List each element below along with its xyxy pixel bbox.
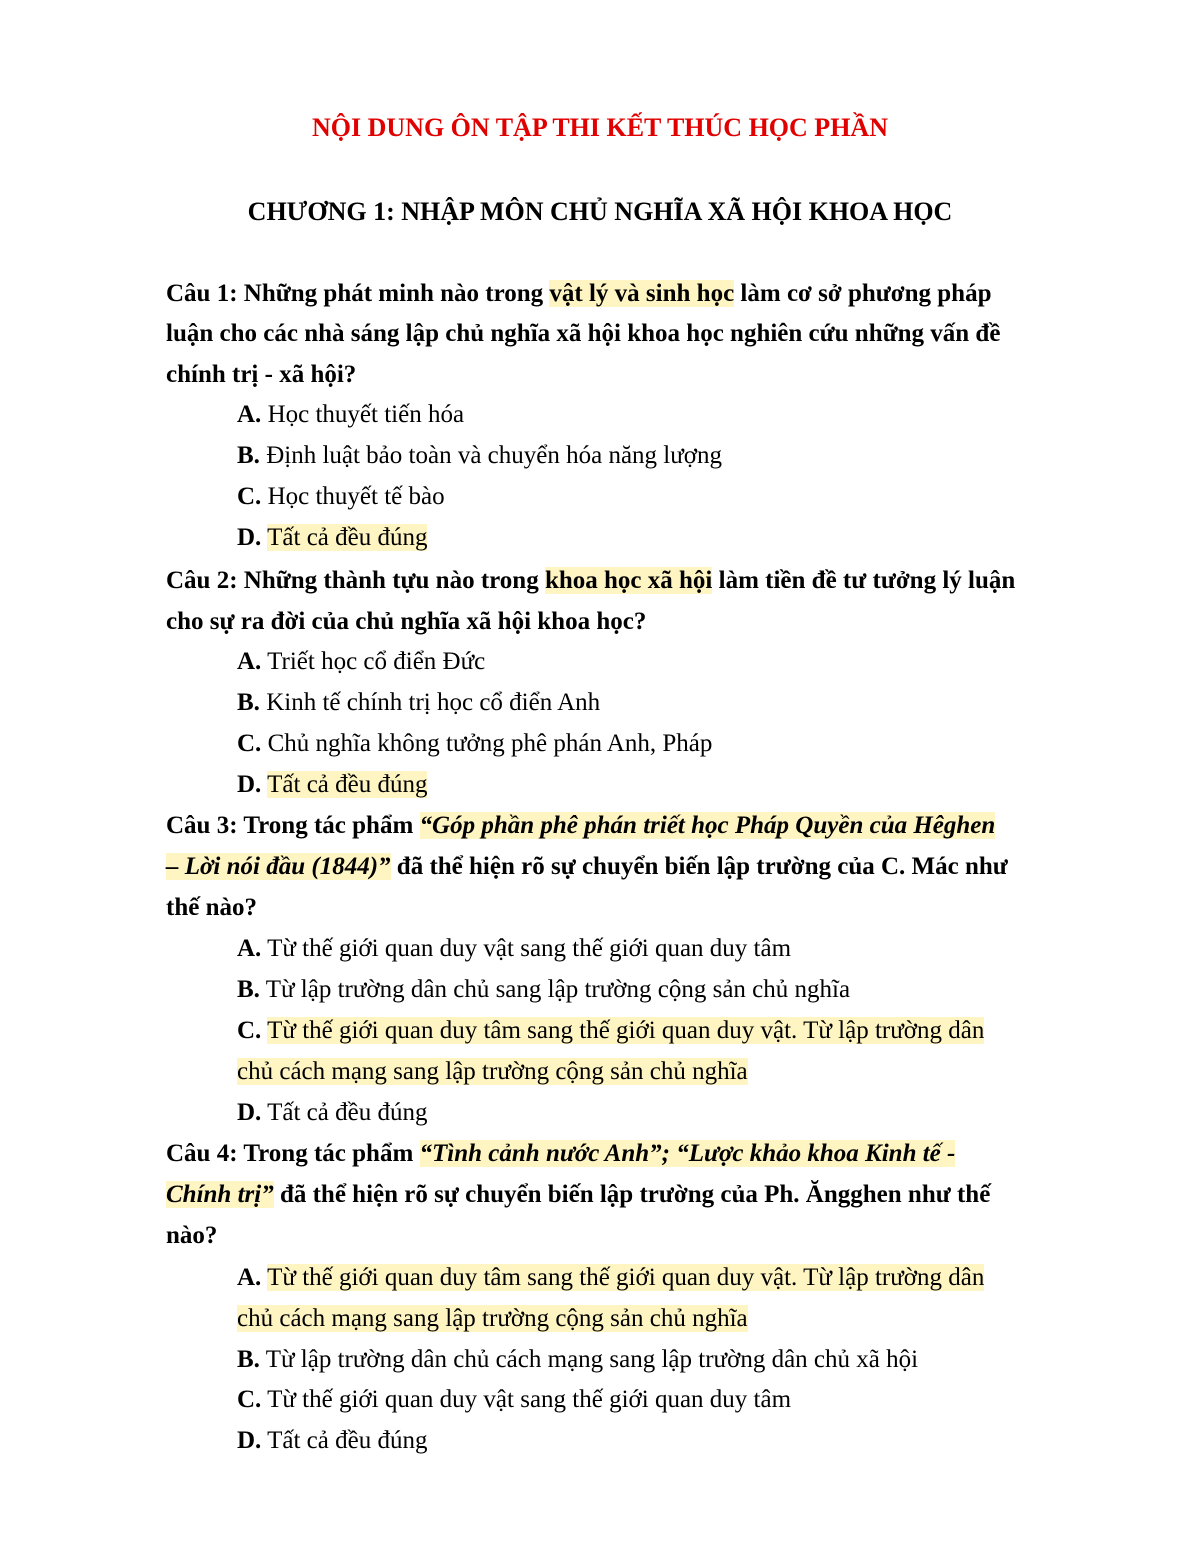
question-text-line [166,850,1008,884]
answer-option-d [237,768,427,802]
option-letter: A. [237,648,262,675]
option-text: Tất cả đều đúng [261,1427,428,1454]
document-title: NỘI DUNG ÔN TẬP THI KẾT THÚC HỌC PHẦN [312,113,888,142]
option-letter: A. [237,401,262,428]
chapter-heading: CHƯƠNG 1: NHẬP MÔN CHỦ NGHĨA XÃ HỘI KHOA HỌC [247,197,953,226]
option-letter: B. [237,689,260,716]
question-text: đã thể hiện rõ sự chuyển biến lập trường của Ph. Ăngghen như thế [273,1181,991,1208]
question-label: Câu 4: [166,1140,238,1167]
option-text: Học thuyết tế bào [261,483,445,510]
option-text: Từ lập trường dân chủ sang lập trường cộng sản chủ nghĩa [259,976,851,1003]
question-text-line: luận cho các nhà sáng lập chủ nghĩa xã hội khoa học nghiên cứu những vấn đề [166,320,1001,347]
answer-option-a [237,398,464,432]
question-text-line: cho sự ra đời của chủ nghĩa xã hội khoa học? [166,608,647,635]
question-3 [166,809,995,843]
option-letter: A. [237,1264,262,1291]
answer-option-b [237,686,600,720]
option-text: Từ thế giới quan duy vật sang thế giới quan duy tâm [261,935,792,962]
option-letter: B. [237,976,260,1003]
option-text: Định luật bảo toàn và chuyển hóa năng lượng [259,442,723,469]
question-label: Câu 1: [166,280,238,307]
option-text: Kinh tế chính trị học cổ điển Anh [259,689,601,716]
option-text: Tất cả đều đúng [261,1099,428,1126]
option-letter: B. [237,442,260,469]
correct-answer-highlight: chủ cách mạng sang lập trường cộng sản chủ nghĩa [237,1058,748,1085]
answer-option-a [237,1261,984,1295]
option-letter: A. [237,935,262,962]
question-text: Trong tác phẩm [237,1140,420,1167]
correct-answer-highlight: Từ thế giới quan duy tâm sang thế giới quan duy vật. Từ lập trường dân [267,1264,985,1291]
question-text: làm cơ sở phương pháp [734,280,992,307]
question-label: Câu 2: [166,567,238,594]
question-1 [166,277,991,311]
question-text-line: nào? [166,1222,218,1249]
option-letter: D. [237,1099,262,1126]
answer-option-c-continued [237,1055,748,1089]
highlighted-work-title: “Góp phần phê phán triết học Pháp Quyền của Hêghen [419,812,996,839]
question-text: Những phát minh nào trong [237,280,550,307]
question-text: làm tiền đề tư tưởng lý luận [712,567,1016,594]
option-text: Chủ nghĩa không tưởng phê phán Anh, Pháp [261,730,713,757]
option-text: Triết học cổ điển Đức [261,648,486,675]
option-letter: C. [237,1386,262,1413]
option-text: Từ thế giới quan duy vật sang thế giới quan duy tâm [261,1386,792,1413]
correct-answer-highlight: Từ thế giới quan duy tâm sang thế giới quan duy vật. Từ lập trường dân [267,1017,985,1044]
highlighted-work-title: “Tình cảnh nước Anh”; “Lược khảo khoa Kinh tế - [419,1140,956,1167]
answer-option-d [237,1424,427,1458]
answer-option-d [237,1096,427,1130]
correct-answer-highlight: chủ cách mạng sang lập trường cộng sản chủ nghĩa [237,1305,748,1332]
answer-option-c [237,480,445,514]
answer-option-a [237,645,485,679]
highlighted-work-title: – Lời nói đầu (1844)” [166,853,391,880]
answer-option-a [237,932,791,966]
correct-answer-highlight: Tất cả đều đúng [267,771,428,798]
correct-answer-highlight: Tất cả đều đúng [267,524,428,551]
option-letter: C. [237,483,262,510]
question-text: Trong tác phẩm [237,812,420,839]
question-text-line: chính trị - xã hội? [166,361,357,388]
answer-option-b [237,1343,918,1377]
option-letter: D. [237,1427,262,1454]
question-text: đã thể hiện rõ sự chuyển biến lập trường của C. Mác như [390,853,1008,880]
question-text-line: thế nào? [166,894,257,921]
highlighted-keyword: khoa học xã hội [544,567,713,594]
question-2 [166,564,1015,598]
question-text: Những thành tựu nào trong [237,567,545,594]
option-letter: C. [237,730,262,757]
option-letter: D. [237,524,262,551]
option-text: Từ lập trường dân chủ cách mạng sang lập trường dân chủ xã hội [259,1346,919,1373]
option-letter: C. [237,1017,262,1044]
answer-option-c [237,727,712,761]
option-letter: D. [237,771,262,798]
answer-option-b [237,973,850,1007]
answer-option-d [237,521,427,555]
option-text: Học thuyết tiến hóa [261,401,465,428]
answer-option-c [237,1014,984,1048]
option-letter: B. [237,1346,260,1373]
question-label: Câu 3: [166,812,238,839]
highlighted-keyword: vật lý và sinh học [549,280,735,307]
highlighted-work-title: Chính trị” [166,1181,274,1208]
answer-option-a-continued [237,1302,748,1336]
question-text-line [166,1178,990,1212]
answer-option-c [237,1383,791,1417]
question-4 [166,1137,955,1171]
answer-option-b [237,439,722,473]
